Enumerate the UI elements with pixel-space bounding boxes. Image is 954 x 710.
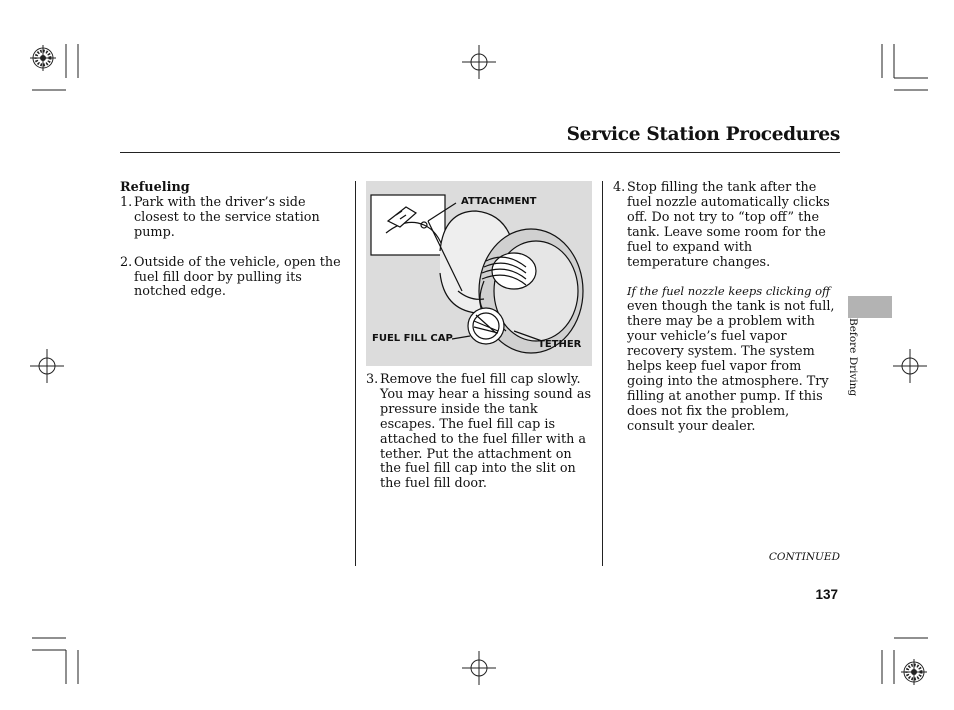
fuel-cap-illustration bbox=[366, 181, 592, 366]
list-item bbox=[366, 373, 592, 492]
item-text: Stop filling the tank after the fuel nozzle automatically clicks off. Do not try to “top off” the tank. Leave some room for the fuel to expand with temperature changes. bbox=[627, 180, 830, 270]
registration-mark-icon bbox=[901, 659, 927, 685]
fuel-fill-cap-label: FUEL FILL CAP bbox=[372, 333, 453, 344]
registration-mark-icon bbox=[30, 45, 56, 71]
note-text: even though the tank is not full, there may be a problem with your vehicle’s fuel vapor recovery system. The system helps keep fuel vapor from going into the atmosphere. Try filling at another pump. If this does not fix the problem, consult your dealer. bbox=[627, 299, 835, 434]
item-number: 1. bbox=[120, 194, 133, 210]
list-item bbox=[120, 196, 348, 241]
page-number: 137 bbox=[815, 587, 838, 602]
item-number: 2. bbox=[120, 254, 133, 270]
attachment-label: ATTACHMENT bbox=[461, 196, 537, 207]
side-tab-text: Before Driving bbox=[847, 318, 859, 397]
item-text: Remove the fuel fill cap slowly. You may hear a hissing sound as pressure inside the tank escapes. The fuel fill cap is attached to the fuel filler with a tether. Put the attachment on the fuel fill cap into the slit on the fuel fill door. bbox=[380, 372, 592, 492]
note-lead: If the fuel nozzle keeps clicking off bbox=[627, 284, 831, 299]
column-divider bbox=[355, 181, 356, 566]
side-tab-label bbox=[843, 318, 865, 408]
note-paragraph bbox=[613, 284, 837, 434]
item-number: 4. bbox=[613, 180, 626, 195]
section-heading: Refueling bbox=[120, 180, 190, 195]
section-tab bbox=[848, 296, 892, 318]
page-title: Service Station Procedures bbox=[566, 124, 840, 145]
item-text: Outside of the vehicle, open the fuel fill door by pulling its notched edge. bbox=[134, 254, 341, 300]
title-rule bbox=[120, 152, 840, 153]
left-column bbox=[120, 181, 348, 300]
list-item bbox=[613, 181, 837, 270]
right-column bbox=[613, 181, 837, 435]
list-item bbox=[120, 256, 348, 301]
middle-column bbox=[366, 373, 592, 492]
item-number: 3. bbox=[366, 372, 379, 387]
column-divider bbox=[602, 181, 603, 566]
continued-label: CONTINUED bbox=[768, 551, 840, 563]
item-text: Park with the driver’s side closest to the service station pump. bbox=[134, 194, 320, 240]
tether-label: TETHER bbox=[538, 339, 582, 350]
